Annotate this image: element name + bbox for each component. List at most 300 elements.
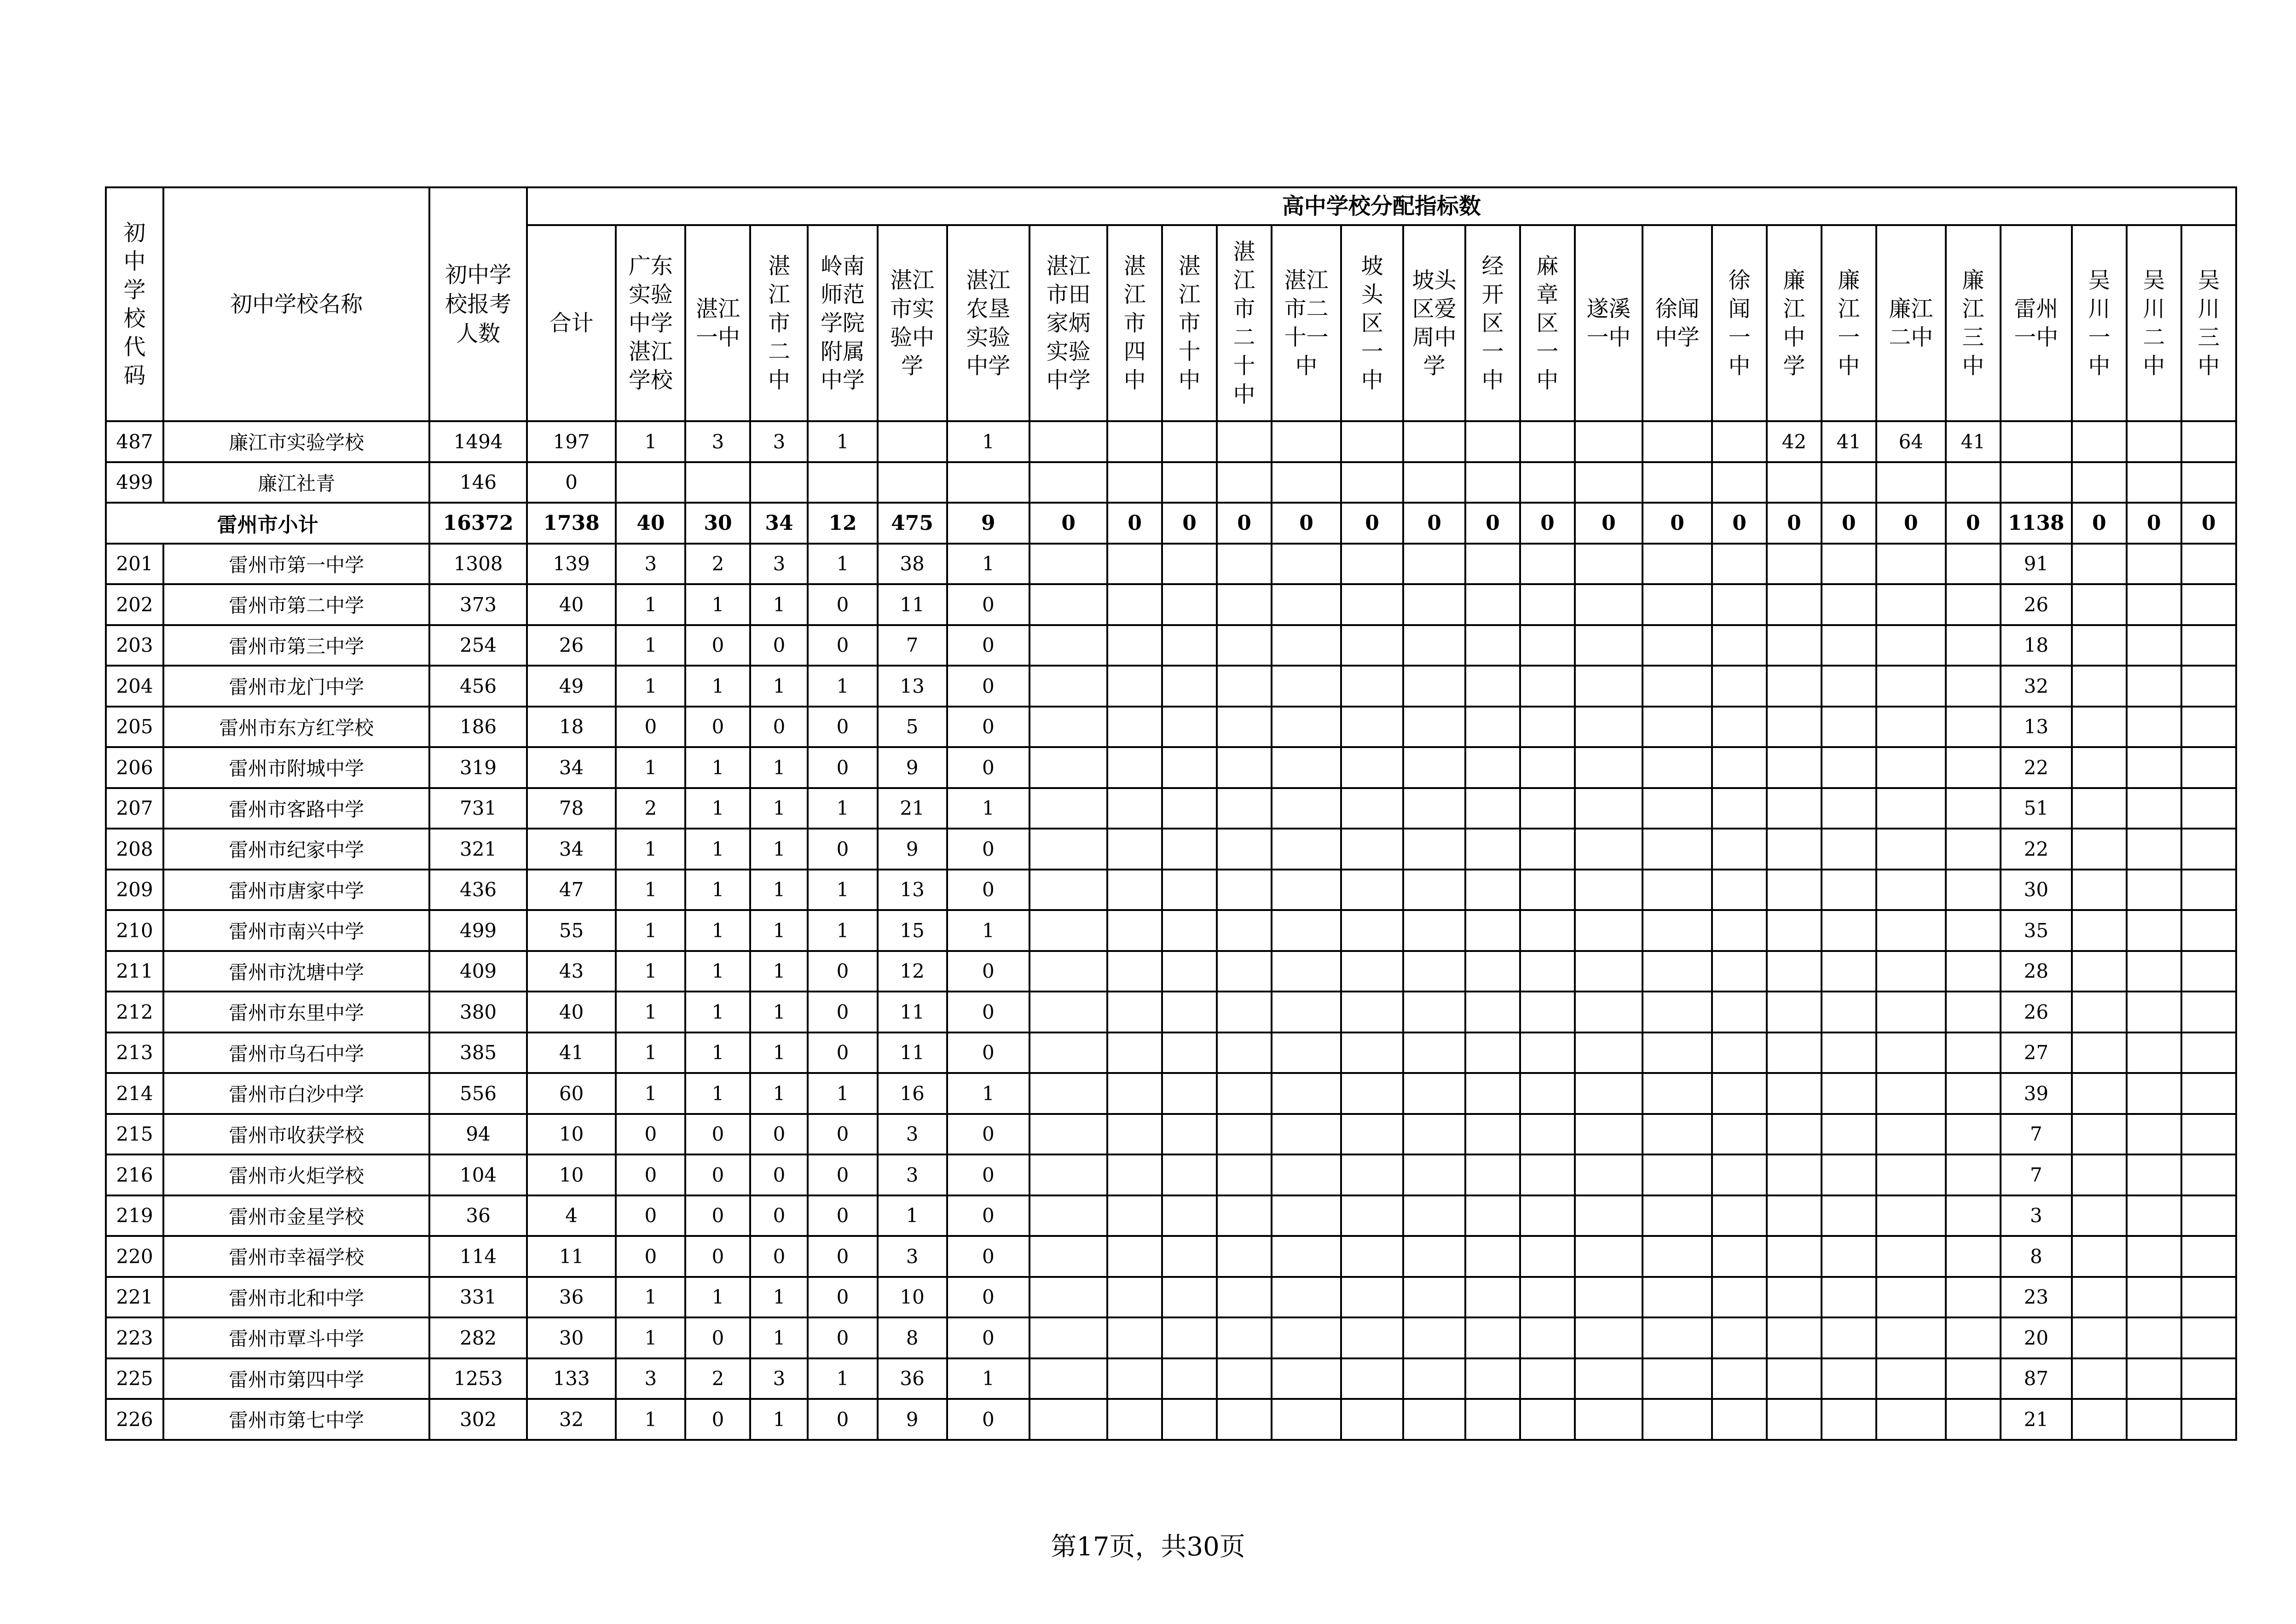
table-cell — [1642, 1114, 1712, 1155]
table-cell — [2181, 1073, 2236, 1114]
table-cell — [1403, 910, 1465, 951]
table-cell: 0 — [1520, 503, 1575, 544]
table-cell: 556 — [429, 1073, 527, 1114]
table-cell: 0 — [616, 1114, 685, 1155]
table-cell: 41 — [1822, 421, 1876, 462]
table-cell — [2127, 1195, 2181, 1236]
table-cell — [1107, 1073, 1162, 1114]
table-cell — [1642, 421, 1712, 462]
table-cell: 10 — [527, 1154, 616, 1195]
table-cell — [1876, 1154, 1946, 1195]
table-cell: 9 — [878, 747, 947, 788]
table-cell: 0 — [947, 747, 1029, 788]
table-cell — [1465, 421, 1520, 462]
table-cell — [750, 462, 808, 503]
table-cell — [1876, 829, 1946, 870]
table-cell — [1272, 870, 1341, 911]
table-cell: 0 — [1107, 503, 1162, 544]
table-cell — [2072, 544, 2127, 585]
table-cell: 1 — [878, 1195, 947, 1236]
table-cell — [1876, 910, 1946, 951]
table-cell — [1465, 1236, 1520, 1277]
table-row — [106, 1032, 2236, 1073]
table-cell: 1 — [750, 870, 808, 911]
table-cell: 30 — [527, 1317, 616, 1358]
table-cell: 1 — [685, 747, 750, 788]
table-cell — [2072, 462, 2127, 503]
table-cell: 3 — [750, 544, 808, 585]
table-cell — [2181, 584, 2236, 625]
header-col: 湛江 市田 家炳 实验 中学 — [1029, 225, 1107, 421]
table-cell — [1575, 910, 1642, 951]
table-cell — [1876, 870, 1946, 911]
table-cell — [1767, 584, 1822, 625]
table-cell: 1 — [750, 910, 808, 951]
table-cell — [1272, 1114, 1341, 1155]
header-col: 廉 江 一 中 — [1822, 225, 1876, 421]
table-cell — [1767, 462, 1822, 503]
header-col: 廉 江 中 学 — [1767, 225, 1822, 421]
table-cell: 1 — [616, 666, 685, 707]
table-cell — [1767, 1032, 1822, 1073]
table-cell: 0 — [750, 1154, 808, 1195]
table-cell — [947, 462, 1029, 503]
table-cell: 22 — [2001, 747, 2072, 788]
table-cell — [2127, 421, 2181, 462]
table-row — [106, 625, 2236, 666]
table-cell — [2181, 910, 2236, 951]
table-cell — [1520, 1236, 1575, 1277]
table-cell — [2127, 1032, 2181, 1073]
table-cell — [1712, 544, 1767, 585]
table-cell — [1403, 666, 1465, 707]
table-cell — [1767, 1236, 1822, 1277]
table-cell: 1 — [616, 1277, 685, 1318]
table-cell — [1767, 1277, 1822, 1318]
table-cell — [1217, 829, 1272, 870]
table-cell — [1162, 584, 1217, 625]
table-cell — [2072, 625, 2127, 666]
table-cell — [2181, 788, 2236, 829]
table-cell — [1029, 666, 1107, 707]
table-cell — [1029, 1317, 1107, 1358]
table-cell — [1217, 747, 1272, 788]
table-cell — [878, 462, 947, 503]
table-cell — [1642, 1236, 1712, 1277]
table-cell — [1767, 1154, 1822, 1195]
header-col: 广东 实验 中学 湛江 学校 — [616, 225, 685, 421]
table-row — [106, 1317, 2236, 1358]
table-cell — [2181, 666, 2236, 707]
table-cell: 11 — [878, 992, 947, 1032]
table-cell — [1520, 1073, 1575, 1114]
table-cell — [1029, 1032, 1107, 1073]
header-col: 经 开 区 一 中 — [1465, 225, 1520, 421]
table-cell — [1767, 870, 1822, 911]
table-cell — [1712, 707, 1767, 748]
header-col: 湛 江 市 四 中 — [1107, 225, 1162, 421]
table-cell: 1308 — [429, 544, 527, 585]
table-cell — [1217, 910, 1272, 951]
table-cell: 0 — [947, 870, 1029, 911]
table-cell — [1107, 829, 1162, 870]
header-col: 湛江 一中 — [685, 225, 750, 421]
table-cell: 0 — [947, 1317, 1029, 1358]
table-cell — [1465, 992, 1520, 1032]
table-cell — [1029, 870, 1107, 911]
table-cell — [1272, 584, 1341, 625]
table-cell — [2072, 1195, 2127, 1236]
table-cell: 27 — [2001, 1032, 2072, 1073]
table-cell: 0 — [808, 1277, 877, 1318]
table-cell — [2181, 544, 2236, 585]
table-cell — [1162, 421, 1217, 462]
header-col: 雷州 一中 — [2001, 225, 2072, 421]
table-cell: 0 — [808, 951, 877, 992]
table-cell — [1217, 1032, 1272, 1073]
table-cell: 1 — [616, 1399, 685, 1440]
table-cell — [1822, 1195, 1876, 1236]
table-cell — [2072, 666, 2127, 707]
school-code: 214 — [106, 1073, 163, 1114]
table-cell — [1642, 1358, 1712, 1399]
table-cell — [1403, 992, 1465, 1032]
table-cell: 1 — [808, 910, 877, 951]
table-cell — [1712, 1073, 1767, 1114]
table-cell: 1 — [808, 870, 877, 911]
table-cell — [1107, 462, 1162, 503]
table-cell: 10 — [527, 1114, 616, 1155]
table-cell — [1341, 462, 1403, 503]
table-cell — [1520, 829, 1575, 870]
table-cell: 1 — [750, 584, 808, 625]
table-cell — [1162, 829, 1217, 870]
header-col: 遂溪 一中 — [1575, 225, 1642, 421]
table-cell: 0 — [1946, 503, 2001, 544]
table-cell — [1876, 462, 1946, 503]
table-cell — [1767, 747, 1822, 788]
table-cell: 87 — [2001, 1358, 2072, 1399]
table-cell — [1162, 951, 1217, 992]
table-cell — [1162, 1073, 1217, 1114]
table-cell — [1822, 992, 1876, 1032]
table-cell: 0 — [808, 1195, 877, 1236]
table-cell — [1403, 1032, 1465, 1073]
table-cell — [1822, 788, 1876, 829]
table-cell — [1876, 544, 1946, 585]
table-cell — [2127, 788, 2181, 829]
table-row — [106, 788, 2236, 829]
school-code: 213 — [106, 1032, 163, 1073]
school-name: 雷州市东方红学校 — [163, 707, 429, 748]
table-cell — [1162, 870, 1217, 911]
table-cell — [1272, 829, 1341, 870]
table-cell — [1029, 951, 1107, 992]
table-cell: 42 — [1767, 421, 1822, 462]
table-cell — [1162, 1195, 1217, 1236]
table-cell — [1162, 1399, 1217, 1440]
table-cell — [1712, 421, 1767, 462]
table-row — [106, 1114, 2236, 1155]
table-cell — [1403, 1358, 1465, 1399]
table-cell — [2072, 584, 2127, 625]
table-cell: 32 — [527, 1399, 616, 1440]
table-cell: 39 — [2001, 1073, 2072, 1114]
table-cell: 0 — [808, 1114, 877, 1155]
table-cell — [1465, 666, 1520, 707]
table-cell: 28 — [2001, 951, 2072, 992]
table-cell — [2127, 584, 2181, 625]
table-cell — [1712, 747, 1767, 788]
table-cell: 133 — [527, 1358, 616, 1399]
table-cell — [1029, 788, 1107, 829]
table-cell: 34 — [527, 747, 616, 788]
table-cell — [1876, 1032, 1946, 1073]
table-cell — [2181, 1317, 2236, 1358]
table-cell: 114 — [429, 1236, 527, 1277]
table-cell — [1107, 1195, 1162, 1236]
table-row — [106, 1399, 2236, 1440]
table-cell — [2127, 1399, 2181, 1440]
table-cell: 1 — [685, 666, 750, 707]
school-code: 487 — [106, 421, 163, 462]
table-cell — [1876, 951, 1946, 992]
table-cell — [1029, 421, 1107, 462]
table-cell — [1876, 625, 1946, 666]
table-cell — [1946, 1358, 2001, 1399]
table-cell — [2072, 1032, 2127, 1073]
table-cell — [1822, 666, 1876, 707]
table-cell — [1946, 1032, 2001, 1073]
table-cell — [1465, 870, 1520, 911]
table-cell — [1822, 1032, 1876, 1073]
table-cell — [2181, 421, 2236, 462]
table-cell — [2181, 462, 2236, 503]
table-cell: 0 — [685, 1154, 750, 1195]
school-name: 雷州市第一中学 — [163, 544, 429, 585]
table-cell: 380 — [429, 992, 527, 1032]
table-cell — [1162, 1154, 1217, 1195]
table-cell: 321 — [429, 829, 527, 870]
table-cell: 16 — [878, 1073, 947, 1114]
table-cell — [1272, 910, 1341, 951]
table-cell — [1520, 1358, 1575, 1399]
table-cell: 1 — [808, 788, 877, 829]
table-cell — [1946, 747, 2001, 788]
table-cell — [1575, 747, 1642, 788]
table-cell: 0 — [750, 707, 808, 748]
header-col: 徐 闻 一 中 — [1712, 225, 1767, 421]
table-cell — [1946, 829, 2001, 870]
table-cell — [1465, 788, 1520, 829]
table-row — [106, 1154, 2236, 1195]
table-cell — [1272, 544, 1341, 585]
table-cell — [1341, 584, 1403, 625]
table-cell — [1107, 625, 1162, 666]
table-cell — [2181, 1399, 2236, 1440]
table-cell: 9 — [947, 503, 1029, 544]
table-cell — [1767, 1195, 1822, 1236]
table-cell — [1767, 788, 1822, 829]
table-cell — [1712, 1236, 1767, 1277]
table-cell — [1642, 1154, 1712, 1195]
table-cell — [1217, 788, 1272, 829]
table-cell — [2072, 1317, 2127, 1358]
table-cell: 0 — [685, 1236, 750, 1277]
table-cell — [1520, 1032, 1575, 1073]
table-row — [106, 870, 2236, 911]
table-cell: 0 — [1822, 503, 1876, 544]
table-cell: 0 — [1712, 503, 1767, 544]
table-cell: 3 — [2001, 1195, 2072, 1236]
table-cell — [1107, 992, 1162, 1032]
table-cell — [2072, 1277, 2127, 1318]
table-cell — [1876, 666, 1946, 707]
table-cell: 302 — [429, 1399, 527, 1440]
table-cell: 1 — [616, 829, 685, 870]
table-cell — [1767, 1399, 1822, 1440]
table-cell — [2127, 462, 2181, 503]
table-cell: 1 — [616, 1032, 685, 1073]
table-cell — [1575, 951, 1642, 992]
table-cell — [1403, 1154, 1465, 1195]
table-cell: 10 — [878, 1277, 947, 1318]
table-cell — [1946, 707, 2001, 748]
table-cell — [2072, 951, 2127, 992]
table-cell: 18 — [2001, 625, 2072, 666]
table-cell — [1520, 421, 1575, 462]
table-cell: 3 — [750, 1358, 808, 1399]
table-cell — [1876, 1236, 1946, 1277]
table-cell: 3 — [616, 544, 685, 585]
table-cell — [1341, 788, 1403, 829]
table-cell: 1 — [616, 870, 685, 911]
table-cell — [1107, 421, 1162, 462]
table-cell: 0 — [947, 1114, 1029, 1155]
table-cell — [1465, 829, 1520, 870]
school-code: 210 — [106, 910, 163, 951]
table-cell — [2181, 1114, 2236, 1155]
table-cell: 139 — [527, 544, 616, 585]
table-cell: 0 — [808, 584, 877, 625]
table-cell — [1107, 788, 1162, 829]
school-name: 雷州市火炬学校 — [163, 1154, 429, 1195]
table-cell — [2127, 910, 2181, 951]
table-row — [106, 1236, 2236, 1277]
table-cell: 3 — [616, 1358, 685, 1399]
table-cell — [2072, 870, 2127, 911]
table-cell — [1712, 951, 1767, 992]
table-cell — [1217, 1073, 1272, 1114]
table-cell: 49 — [527, 666, 616, 707]
table-cell: 34 — [750, 503, 808, 544]
table-cell: 3 — [750, 421, 808, 462]
table-cell — [1403, 747, 1465, 788]
school-code: 225 — [106, 1358, 163, 1399]
table-cell — [1029, 1236, 1107, 1277]
table-cell: 91 — [2001, 544, 2072, 585]
table-cell — [2127, 544, 2181, 585]
table-cell: 0 — [947, 1399, 1029, 1440]
table-cell — [2072, 910, 2127, 951]
table-cell — [2181, 625, 2236, 666]
table-cell: 40 — [616, 503, 685, 544]
table-cell: 38 — [878, 544, 947, 585]
table-row — [106, 503, 2236, 544]
table-cell — [1341, 421, 1403, 462]
table-cell — [1946, 788, 2001, 829]
table-cell — [1341, 992, 1403, 1032]
table-cell — [1822, 747, 1876, 788]
table-cell — [1107, 544, 1162, 585]
table-cell: 1 — [685, 1032, 750, 1073]
table-cell — [1520, 910, 1575, 951]
table-cell — [1217, 992, 1272, 1032]
table-cell: 0 — [947, 625, 1029, 666]
table-cell — [1642, 1195, 1712, 1236]
table-cell: 1 — [616, 584, 685, 625]
table-cell: 0 — [685, 1114, 750, 1155]
school-code: 208 — [106, 829, 163, 870]
table-cell: 1 — [685, 1073, 750, 1114]
table-cell — [1822, 544, 1876, 585]
table-cell: 1 — [750, 1073, 808, 1114]
table-cell — [1575, 1114, 1642, 1155]
table-row — [106, 584, 2236, 625]
allocation-table — [105, 186, 2237, 1441]
table-cell: 1 — [947, 421, 1029, 462]
table-cell — [1946, 1073, 2001, 1114]
table-cell — [1520, 747, 1575, 788]
table-cell — [1946, 1317, 2001, 1358]
table-cell — [1575, 829, 1642, 870]
table-cell: 1 — [616, 910, 685, 951]
table-cell — [1029, 1154, 1107, 1195]
table-cell — [1876, 584, 1946, 625]
table-cell — [1946, 462, 2001, 503]
table-cell — [1520, 707, 1575, 748]
table-cell — [1107, 1399, 1162, 1440]
table-cell — [1642, 1032, 1712, 1073]
table-cell — [1520, 1114, 1575, 1155]
table-cell: 0 — [685, 707, 750, 748]
table-cell — [1946, 992, 2001, 1032]
table-cell: 30 — [2001, 870, 2072, 911]
table-cell — [1946, 1114, 2001, 1155]
table-cell — [1272, 625, 1341, 666]
table-cell — [1217, 1154, 1272, 1195]
table-cell — [1946, 584, 2001, 625]
table-cell: 21 — [2001, 1399, 2072, 1440]
table-cell — [1029, 462, 1107, 503]
school-name: 雷州市白沙中学 — [163, 1073, 429, 1114]
table-cell: 8 — [878, 1317, 947, 1358]
table-cell — [1642, 544, 1712, 585]
table-cell — [1876, 1195, 1946, 1236]
header-col: 湛 江 市 二 中 — [750, 225, 808, 421]
header-col: 湛江 市实 验中 学 — [878, 225, 947, 421]
table-cell: 11 — [527, 1236, 616, 1277]
table-cell — [2127, 1114, 2181, 1155]
school-name: 雷州市收获学校 — [163, 1114, 429, 1155]
table-cell: 1 — [808, 1073, 877, 1114]
table-cell: 36 — [527, 1277, 616, 1318]
table-cell — [1712, 1032, 1767, 1073]
table-cell — [1107, 1154, 1162, 1195]
table-cell — [1520, 870, 1575, 911]
school-name: 雷州市东里中学 — [163, 992, 429, 1032]
table-cell: 0 — [1575, 503, 1642, 544]
